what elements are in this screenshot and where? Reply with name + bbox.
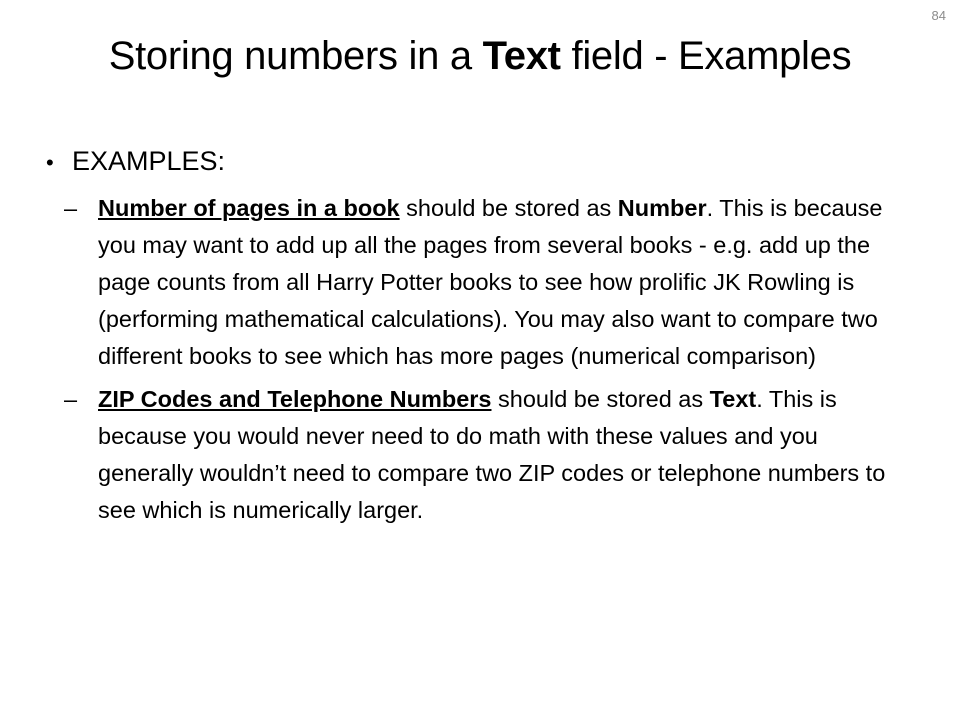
examples-heading: EXAMPLES: [72, 146, 226, 176]
example-type: Number [617, 195, 707, 221]
example-lead: should be stored as [399, 195, 618, 221]
dash-icon: – [64, 195, 78, 221]
examples-list [64, 190, 946, 529]
title-suffix: field - Examples [560, 34, 852, 78]
title-prefix: Storing numbers in a [108, 34, 483, 78]
example-subject: Number of pages in a book [98, 195, 400, 221]
slide-body [46, 142, 946, 535]
example-type: Text [709, 386, 757, 412]
slide-number: 84 [931, 8, 946, 23]
example-lead: should be stored as [491, 386, 710, 412]
example-text [98, 190, 912, 375]
dash-icon: – [64, 386, 78, 412]
slide-title [0, 30, 960, 82]
example-text [98, 381, 912, 529]
example-item-zip-codes [64, 381, 946, 529]
examples-bullet [46, 142, 946, 182]
example-item-number-of-pages [64, 190, 946, 375]
example-explanation: . This is because you may want to add up all the pages from several books - e.g. add up the page counts from all Harry Potter books to see how prolific JK Rowling is (performing mathematical calculations). You may also want to compare two different books to see which has more pages (numerical comparison) [98, 195, 883, 369]
example-explanation: . This is because you would never need to do math with these values and you generally wouldn’t need to compare two ZIP codes or telephone numbers to see which is numerically larger. [98, 386, 886, 523]
bullet-icon: • [46, 150, 54, 175]
example-subject: ZIP Codes and Telephone Numbers [98, 386, 492, 412]
title-bold-word: Text [482, 34, 561, 78]
